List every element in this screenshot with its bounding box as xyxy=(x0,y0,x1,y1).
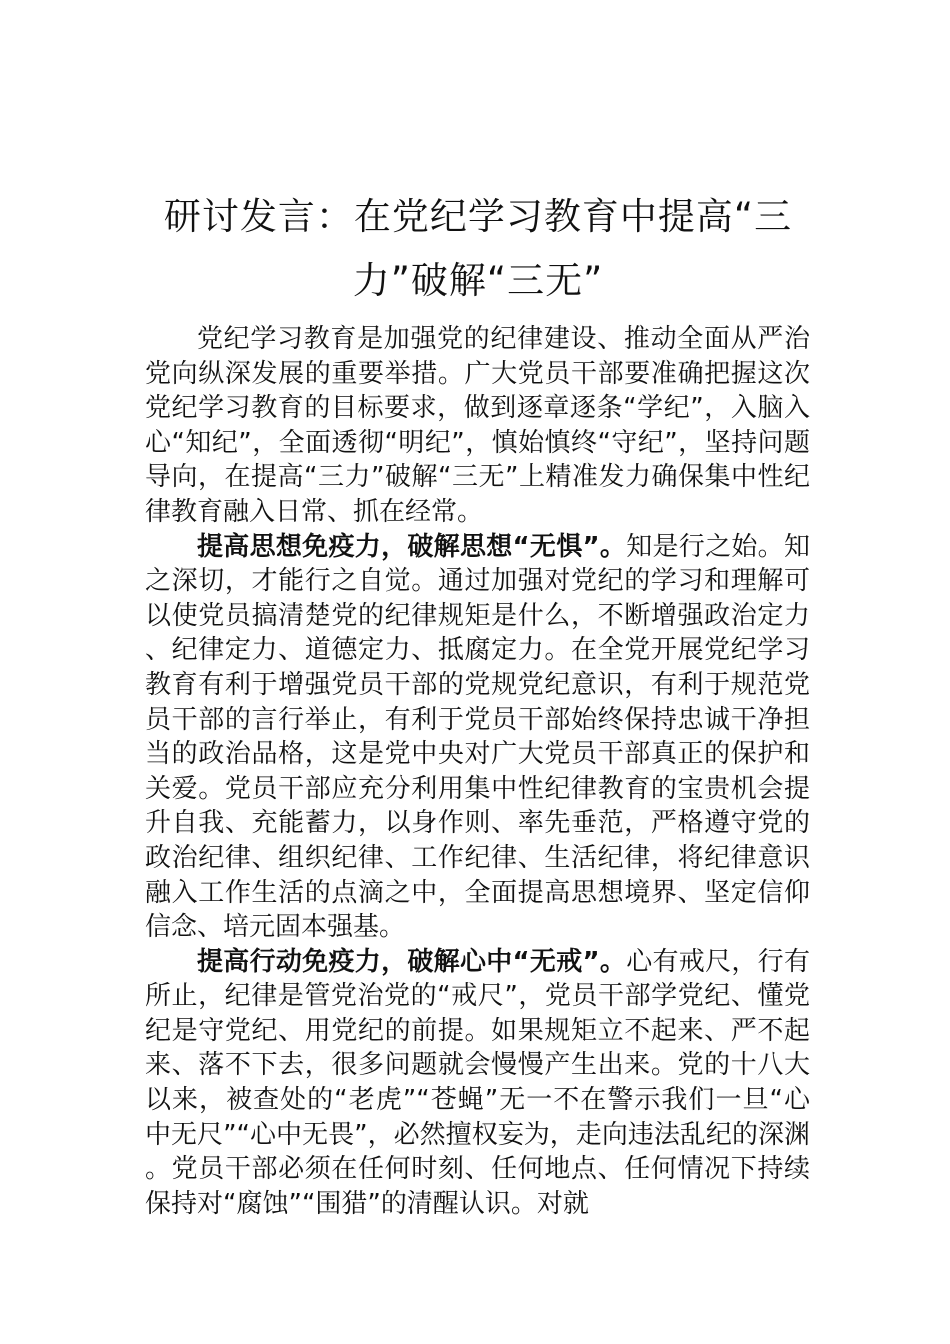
paragraph-thought-immunity-text: 知是行之始。知之深切，才能行之自觉。通过加强对党纪的学习和理解可以使党员搞清楚党的纪律规矩是什么，不断增强政治定力、纪律定力、道德定力、抵腐定力。在全党开展党纪学习教育有利于增强党员干部的党规党纪意识，有利于规范党员干部的言行举止，有利于党员干部始终保持忠诚干净担当的政治品格，这是党中央对广大党员干部真正的保护和关爱。党员干部应充分利用集中性纪律教育的宝贵机会提升自我、充能蓄力，以身作则、率先垂范，严格遵守党的政治纪律、组织纪律、工作纪律、生活纪律，将纪律意识融入工作生活的点滴之中，全面提高思想境界、坚定信仰信念、培元固本强基。 xyxy=(145,531,810,943)
paragraph-heading-thought-immunity: 提高思想免疫力，破解思想“无惧”。 xyxy=(197,531,627,562)
paragraph-intro-text: 党纪学习教育是加强党的纪律建设、推动全面从严治党向纵深发展的重要举措。广大党员干部要准确把握这次党纪学习教育的目标要求，做到逐章逐条“学纪”，入脑入心“知纪”，全面透彻“明纪”，慎始慎终“守纪”，坚持问题导向，在提高“三力”破解“三无”上精准发力确保集中性纪律教育融入日常、抓在经常。 xyxy=(145,324,810,527)
document-title xyxy=(148,185,808,313)
paragraph-heading-action-immunity: 提高行动免疫力，破解心中“无戒”。 xyxy=(197,946,627,977)
document-body xyxy=(145,322,810,1221)
paragraph-thought-immunity xyxy=(145,530,810,945)
title-line-2: 力”破解“三无” xyxy=(352,258,604,302)
paragraph-action-immunity-text: 心有戒尺，行有所止，纪律是管党治党的“戒尺”，党员干部学党纪、懂党纪是守党纪、用党纪的前提。如果规矩立不起来、严不起来、落不下去，很多问题就会慢慢产生出来。党的十八大以来，被查处的“老虎”“苍蝇”无一不在警示我们一旦“心中无尺”“心中无畏”，必然擅权妄为，走向违法乱纪的深渊。党员干部必须在任何时刻、任何地点、任何情况下持续保持对“腐蚀”“围猎”的清醒认识。对就 xyxy=(145,946,810,1219)
title-line-1: 研讨发言：在党纪学习教育中提高“三 xyxy=(163,194,793,238)
paragraph-action-immunity xyxy=(145,945,810,1222)
paragraph-intro xyxy=(145,322,810,530)
